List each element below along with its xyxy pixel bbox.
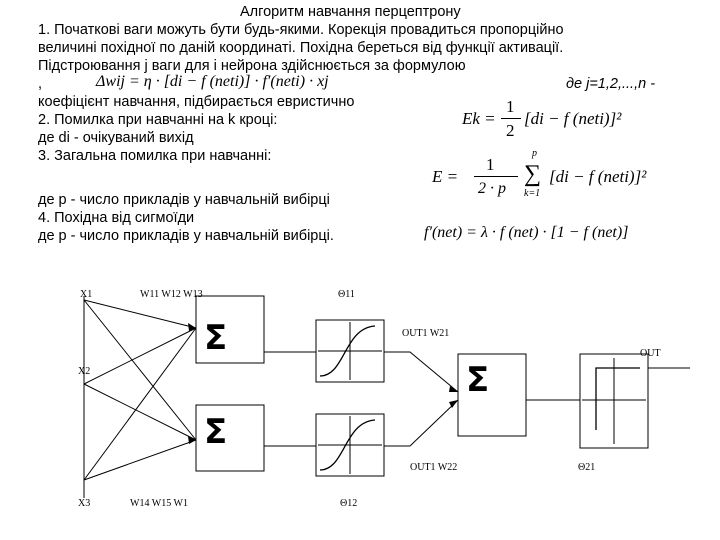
- x3-weights-label: W14 W15 W1: [130, 498, 188, 509]
- text-line-10: 4. Похідна від сигмоїди: [38, 210, 195, 226]
- ek-formula-numerator: 1: [506, 97, 515, 116]
- text-line-3: Підстроювання j ваги для i нейрона здійснюється за формулою: [38, 58, 466, 74]
- theta12-label: Θ12: [340, 498, 358, 509]
- e-sum-upper: p: [532, 148, 537, 159]
- text-line-4-index: де j=1,2,...,n -: [566, 76, 656, 92]
- output-label: OUT: [640, 348, 661, 359]
- arrow-n2: [188, 436, 196, 444]
- text-line-6: 2. Помилка при навчанні на k кроці:: [38, 112, 278, 128]
- sum-symbol-2: Σ: [204, 412, 228, 452]
- text-line-2: величині похідної по даній координаті. Похідна береться від функції активації.: [38, 40, 564, 56]
- theta11-label: Θ11: [338, 289, 355, 300]
- text-line-11: де p - число прикладів у навчальній вибірці.: [38, 228, 334, 244]
- e-sum-lower: k=1: [524, 188, 541, 199]
- arrow-out-1: [449, 386, 458, 392]
- text-line-4-comma: ,: [38, 76, 43, 92]
- text-line-8: 3. Загальна помилка при навчанні:: [38, 148, 272, 164]
- theta21-label: Θ21: [578, 462, 596, 473]
- text-line-9: де p - число прикладів у навчальній вибірці: [38, 192, 330, 208]
- input-x1-label: X1: [80, 289, 93, 300]
- input-x2-label: X2: [78, 366, 91, 377]
- text-line-5: коефіцієнт навчання, підбирається евристично: [38, 94, 355, 110]
- e-formula-rhs: [di − f (neti)]²: [549, 167, 647, 186]
- edge-act1-out: [384, 352, 458, 392]
- edge-x1-n2: [84, 300, 196, 440]
- input-x3-label: X3: [78, 498, 91, 509]
- page-title: Алгоритм навчання перцептрону: [240, 4, 461, 20]
- e-formula-lhs: E =: [432, 167, 459, 186]
- e-formula-denominator: 2 · p: [478, 180, 506, 197]
- ek-formula-rhs: [di − f (neti)]²: [524, 109, 622, 128]
- out1-w22-label: OUT1 W22: [410, 462, 458, 473]
- x1-weights-label: W11 W12 W13: [140, 289, 203, 300]
- out1-w21-label: OUT1 W21: [402, 328, 450, 339]
- ek-formula-lhs: Ek =: [462, 109, 496, 128]
- threshold-step: [596, 368, 640, 430]
- e-sum-symbol: ∑: [524, 161, 542, 187]
- edge-x1-n1: [84, 300, 196, 328]
- text-line-1: 1. Початкові ваги можуть бути будь-якими. Корекція провадиться пропорційно: [38, 22, 564, 38]
- e-formula-numerator: 1: [486, 155, 495, 174]
- edge-x2-n2: [84, 384, 196, 440]
- sigmoid-derivative-formula: f′(net) = λ · f (net) · [1 − f (net)]: [424, 224, 629, 241]
- edge-x3-n2: [84, 440, 196, 480]
- edge-x2-n1: [84, 328, 196, 384]
- edge-x3-n1: [84, 328, 196, 480]
- ek-formula-denominator: 2: [506, 121, 515, 140]
- edge-act2-out: [384, 400, 458, 446]
- text-line-7: де di - очікуваний вихід: [38, 130, 194, 146]
- weight-update-formula: Δwij = η · [di − f (neti)] · f′(neti) · xj: [96, 73, 329, 90]
- sum-symbol-1: Σ: [204, 318, 228, 358]
- sum-symbol-output: Σ: [466, 360, 490, 400]
